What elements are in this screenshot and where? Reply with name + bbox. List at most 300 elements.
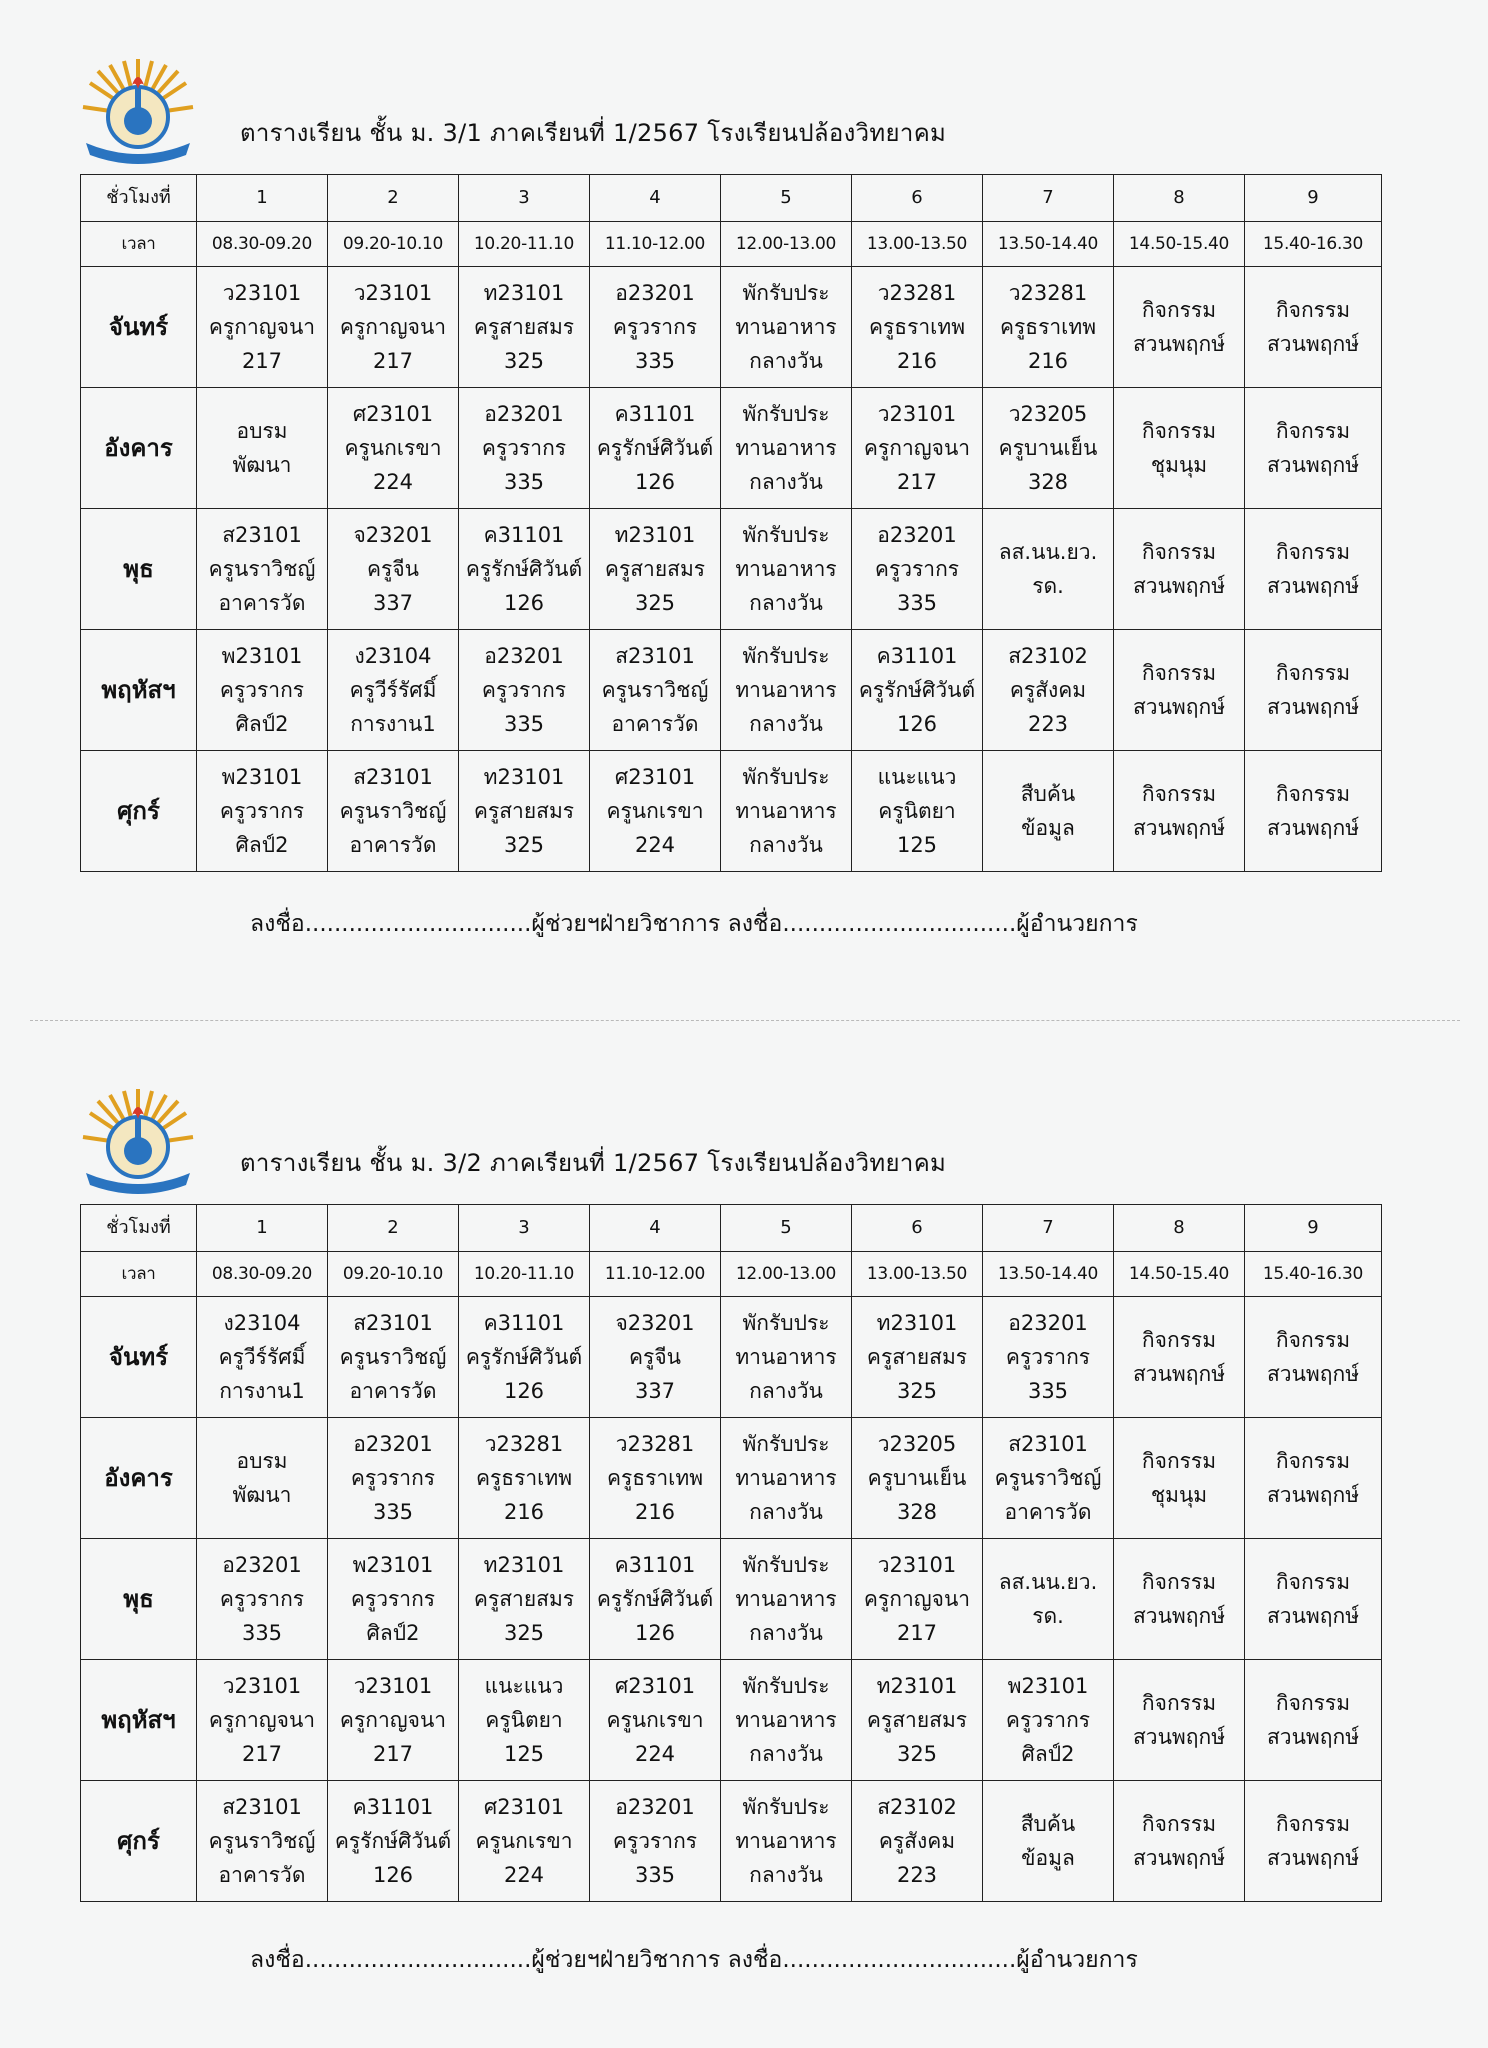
cell-line: 126 <box>896 712 938 736</box>
timetable <box>80 174 1382 872</box>
class-cell <box>328 1660 459 1781</box>
cell-line: 328 <box>896 1500 938 1524</box>
cell-line: ครูวรากร <box>612 1829 698 1853</box>
day-row <box>81 388 1382 509</box>
cell-line: กิจกรรม <box>1275 298 1351 322</box>
cell-line: สืบค้น <box>1020 1812 1076 1836</box>
day-name: จันทร์ <box>81 1297 197 1418</box>
schedule-title: ตารางเรียน ชั้น ม. 3/1 ภาคเรียนที่ 1/2567 โรงเรียนปล้องวิทยาคม <box>240 119 947 147</box>
class-cell <box>1114 630 1245 751</box>
class-cell <box>1245 751 1382 872</box>
cell-line: ว23281 <box>1008 281 1088 305</box>
cell-line: 223 <box>1027 712 1069 736</box>
cell-line: สวนพฤกษ์ <box>1266 332 1360 356</box>
cell-line: 325 <box>634 591 676 615</box>
cell-line: สวนพฤกษ์ <box>1266 816 1360 840</box>
cell-line: ท23101 <box>483 1553 565 1577</box>
class-cell <box>590 1781 721 1902</box>
cell-line: กิจกรรม <box>1141 1449 1217 1473</box>
cell-line: ว23101 <box>353 281 433 305</box>
class-cell <box>1245 1418 1382 1539</box>
period-number: 8 <box>1114 175 1245 222</box>
class-cell <box>721 267 852 388</box>
class-cell <box>1114 1781 1245 1902</box>
class-cell <box>590 509 721 630</box>
time-slot: 12.00-13.00 <box>721 1252 852 1297</box>
day-name: พฤหัสฯ <box>81 1660 197 1781</box>
cell-line: ครูวรากร <box>481 678 567 702</box>
cell-line: อาคารวัด <box>349 1379 437 1403</box>
cell-line: 325 <box>503 833 545 857</box>
cell-line: กลางวัน <box>749 1379 823 1403</box>
class-cell <box>852 388 983 509</box>
period-number: 6 <box>852 1205 983 1252</box>
class-cell <box>328 1781 459 1902</box>
cell-line: 335 <box>503 470 545 494</box>
cell-line: จ23201 <box>615 1311 695 1335</box>
cell-line: 217 <box>241 1742 283 1766</box>
time-slot: 11.10-12.00 <box>590 1252 721 1297</box>
cell-line: ค31101 <box>352 1795 434 1819</box>
cell-line: ครูกาญจนา <box>339 1708 447 1732</box>
cell-line: ทานอาหาร <box>735 799 837 823</box>
class-cell <box>459 751 590 872</box>
cell-line: 126 <box>503 1379 545 1403</box>
class-cell <box>197 1660 328 1781</box>
cell-line: ศิลป์2 <box>366 1621 420 1645</box>
cell-line: ครูกาญจนา <box>208 1708 316 1732</box>
cell-line: ครูนราวิชญ์ <box>339 799 447 823</box>
class-cell <box>459 509 590 630</box>
class-cell <box>197 509 328 630</box>
cell-line: 216 <box>1027 349 1069 373</box>
cell-line: ว23205 <box>1008 402 1088 426</box>
class-cell <box>459 1297 590 1418</box>
cell-line: ศ23101 <box>614 765 696 789</box>
cell-line: ครูสังคม <box>878 1829 956 1853</box>
class-cell <box>983 1539 1114 1660</box>
signature-line: ลงชื่อ...............................ผู้ช่วยฯฝ่ายวิชาการ ลงชื่อ................................ผู้อำนวยการ <box>250 1947 1138 1973</box>
cell-line: ท23101 <box>483 281 565 305</box>
class-cell <box>590 1297 721 1418</box>
class-cell <box>721 751 852 872</box>
cell-line: ครูนกเรขา <box>475 1829 573 1853</box>
class-cell <box>983 388 1114 509</box>
class-cell <box>1114 1660 1245 1781</box>
class-cell <box>459 267 590 388</box>
day-name: จันทร์ <box>81 267 197 388</box>
cell-line: 325 <box>896 1742 938 1766</box>
cell-line: ว23101 <box>222 1674 302 1698</box>
schedule-title: ตารางเรียน ชั้น ม. 3/2 ภาคเรียนที่ 1/2567 โรงเรียนปล้องวิทยาคม <box>240 1149 947 1177</box>
cell-line: 223 <box>896 1863 938 1887</box>
cell-line: 335 <box>372 1500 414 1524</box>
cell-line: กิจกรรม <box>1141 1570 1217 1594</box>
cell-line: อ23201 <box>484 644 564 668</box>
cell-line: ส23101 <box>615 644 695 668</box>
cell-line: ครูจีน <box>629 1345 681 1369</box>
period-number: 9 <box>1245 175 1382 222</box>
cell-line: อาคารวัด <box>611 712 699 736</box>
cell-line: ศิลป์2 <box>235 712 289 736</box>
cell-line: อ23201 <box>484 402 564 426</box>
class-cell <box>721 630 852 751</box>
cell-line: พักรับประ <box>742 281 830 305</box>
school-emblem-icon <box>80 1085 196 1197</box>
cell-line: พักรับประ <box>742 644 830 668</box>
cell-line: 126 <box>503 591 545 615</box>
cell-line: รด. <box>1032 1604 1064 1628</box>
class-cell <box>721 1297 852 1418</box>
cell-line: กิจกรรม <box>1275 1328 1351 1352</box>
class-cell <box>1245 1781 1382 1902</box>
cell-line: 126 <box>372 1863 414 1887</box>
class-cell <box>590 1660 721 1781</box>
cell-line: รด. <box>1032 574 1064 598</box>
cell-line: ครูวรากร <box>350 1466 436 1490</box>
cell-line: ครูวรากร <box>481 436 567 460</box>
time-slot: 12.00-13.00 <box>721 222 852 267</box>
class-cell <box>1114 1297 1245 1418</box>
cell-line: พักรับประ <box>742 1311 830 1335</box>
day-row <box>81 1297 1382 1418</box>
time-label: เวลา <box>81 1252 197 1297</box>
cell-line: ครูวรากร <box>219 799 305 823</box>
time-label: เวลา <box>81 222 197 267</box>
day-name: อังคาร <box>81 388 197 509</box>
cell-line: กลางวัน <box>749 1863 823 1887</box>
time-slot: 14.50-15.40 <box>1114 1252 1245 1297</box>
period-number: 1 <box>197 1205 328 1252</box>
class-cell <box>983 509 1114 630</box>
cell-line: ส23101 <box>353 1311 433 1335</box>
cell-line: ว23101 <box>877 1553 957 1577</box>
cell-line: กิจกรรม <box>1141 298 1217 322</box>
period-number: 5 <box>721 1205 852 1252</box>
cell-line: ครูนราวิชญ์ <box>208 1829 316 1853</box>
cell-line: พ23101 <box>221 765 303 789</box>
cell-line: ครูธราเทพ <box>999 315 1097 339</box>
class-cell <box>1114 388 1245 509</box>
period-number: 6 <box>852 175 983 222</box>
cell-line: พัฒนา <box>232 453 292 477</box>
cut-line <box>30 1020 1460 1021</box>
cell-line: สวนพฤกษ์ <box>1266 1604 1360 1628</box>
cell-line: กิจกรรม <box>1275 1691 1351 1715</box>
cell-line: พ23101 <box>1007 1674 1089 1698</box>
cell-line: 325 <box>503 349 545 373</box>
cell-line: ว23281 <box>877 281 957 305</box>
class-cell <box>983 1660 1114 1781</box>
class-cell <box>197 267 328 388</box>
time-slot: 15.40-16.30 <box>1245 222 1382 267</box>
cell-line: ครูวรากร <box>612 315 698 339</box>
cell-line: กลางวัน <box>749 833 823 857</box>
cell-line: ครูรักษ์ศิวันต์ <box>596 436 714 460</box>
cell-line: กิจกรรม <box>1275 540 1351 564</box>
cell-line: การงาน1 <box>219 1379 305 1403</box>
class-cell <box>590 388 721 509</box>
cell-line: ครูวรากร <box>219 1587 305 1611</box>
cell-line: 217 <box>241 349 283 373</box>
cell-line: สวนพฤกษ์ <box>1132 1846 1226 1870</box>
cell-line: 337 <box>372 591 414 615</box>
cell-line: กิจกรรม <box>1141 782 1217 806</box>
period-number: 9 <box>1245 1205 1382 1252</box>
cell-line: 328 <box>1027 470 1069 494</box>
period-number: 4 <box>590 175 721 222</box>
cell-line: สวนพฤกษ์ <box>1266 1725 1360 1749</box>
cell-line: ค31101 <box>614 1553 696 1577</box>
period-number: 3 <box>459 175 590 222</box>
cell-line: กิจกรรม <box>1275 661 1351 685</box>
cell-line: ครูธราเทพ <box>868 315 966 339</box>
cell-line: ครูนราวิชญ์ <box>208 557 316 581</box>
time-slot: 10.20-11.10 <box>459 222 590 267</box>
cell-line: ศ23101 <box>352 402 434 426</box>
cell-line: กิจกรรม <box>1275 1449 1351 1473</box>
cell-line: พ23101 <box>221 644 303 668</box>
cell-line: ครูวรากร <box>874 557 960 581</box>
day-name: พฤหัสฯ <box>81 630 197 751</box>
cell-line: พักรับประ <box>742 1432 830 1456</box>
class-cell <box>852 1418 983 1539</box>
period-number: 7 <box>983 1205 1114 1252</box>
cell-line: ครูสายสมร <box>473 315 575 339</box>
cell-line: ครูบานเย็น <box>998 436 1098 460</box>
period-number: 4 <box>590 1205 721 1252</box>
cell-line: อ23201 <box>1008 1311 1088 1335</box>
cell-line: กลางวัน <box>749 470 823 494</box>
cell-line: ครูรักษ์ศิวันต์ <box>858 678 976 702</box>
cell-line: 224 <box>634 1742 676 1766</box>
class-cell <box>1245 1297 1382 1418</box>
class-cell <box>459 388 590 509</box>
cell-line: ชุมนุม <box>1150 1483 1208 1507</box>
period-number: 3 <box>459 1205 590 1252</box>
time-slot: 13.50-14.40 <box>983 222 1114 267</box>
cell-line: ว23101 <box>353 1674 433 1698</box>
class-cell <box>328 1297 459 1418</box>
cell-line: อาคารวัด <box>218 591 306 615</box>
class-cell <box>721 1781 852 1902</box>
cell-line: กิจกรรม <box>1141 540 1217 564</box>
class-cell <box>983 267 1114 388</box>
cell-line: อาคารวัด <box>349 833 437 857</box>
cell-line: 216 <box>896 349 938 373</box>
class-cell <box>590 751 721 872</box>
cell-line: ครูกาญจนา <box>208 315 316 339</box>
cell-line: ครูวรากร <box>1005 1345 1091 1369</box>
day-name: อังคาร <box>81 1418 197 1539</box>
cell-line: ครูรักษ์ศิวันต์ <box>334 1829 452 1853</box>
cell-line: 224 <box>503 1863 545 1887</box>
time-slot: 09.20-10.10 <box>328 1252 459 1297</box>
class-cell <box>983 1418 1114 1539</box>
cell-line: ส23101 <box>1008 1432 1088 1456</box>
cell-line: ทานอาหาร <box>735 1466 837 1490</box>
class-cell <box>590 1539 721 1660</box>
class-cell <box>328 1539 459 1660</box>
cell-line: อบรม <box>236 419 288 443</box>
class-cell <box>983 1297 1114 1418</box>
class-cell <box>459 1539 590 1660</box>
cell-line: 217 <box>372 1742 414 1766</box>
cell-line: ทานอาหาร <box>735 1345 837 1369</box>
cell-line: อ23201 <box>353 1432 433 1456</box>
class-cell <box>983 751 1114 872</box>
day-row <box>81 1418 1382 1539</box>
class-cell <box>328 1418 459 1539</box>
timetable <box>80 1204 1382 1902</box>
cell-line: ครูวีร์รัศมิ์ <box>349 678 437 702</box>
signature-line: ลงชื่อ...............................ผู้ช่วยฯฝ่ายวิชาการ ลงชื่อ................................ผู้อำนวยการ <box>250 911 1138 937</box>
period-label: ชั่วโมงที่ <box>81 175 197 222</box>
cell-line: 337 <box>634 1379 676 1403</box>
cell-line: ครูนกเรขา <box>606 799 704 823</box>
class-cell <box>590 267 721 388</box>
cell-line: กิจกรรม <box>1141 1812 1217 1836</box>
cell-line: กลางวัน <box>749 349 823 373</box>
period-row <box>81 1205 1382 1252</box>
class-cell <box>1114 1539 1245 1660</box>
class-cell <box>1245 509 1382 630</box>
cell-line: อบรม <box>236 1449 288 1473</box>
cell-line: จ23201 <box>353 523 433 547</box>
cell-line: ทานอาหาร <box>735 1587 837 1611</box>
cell-line: ครูนกเรขา <box>606 1708 704 1732</box>
day-row <box>81 630 1382 751</box>
cell-line: ครูนราวิชญ์ <box>339 1345 447 1369</box>
day-row <box>81 1660 1382 1781</box>
cell-line: สวนพฤกษ์ <box>1266 1362 1360 1386</box>
class-cell <box>328 267 459 388</box>
cell-line: สวนพฤกษ์ <box>1132 1725 1226 1749</box>
cell-line: กิจกรรม <box>1275 1570 1351 1594</box>
class-cell <box>852 1297 983 1418</box>
cell-line: ทานอาหาร <box>735 1708 837 1732</box>
cell-line: สวนพฤกษ์ <box>1132 574 1226 598</box>
cell-line: สวนพฤกษ์ <box>1132 695 1226 719</box>
cell-line: ครูกาญจนา <box>863 1587 971 1611</box>
cell-line: ชุมนุม <box>1150 453 1208 477</box>
cell-line: ครูกาญจนา <box>863 436 971 460</box>
class-cell <box>1245 267 1382 388</box>
cell-line: ส23101 <box>353 765 433 789</box>
cell-line: กลางวัน <box>749 1742 823 1766</box>
cell-line: ส23101 <box>222 1795 302 1819</box>
class-cell <box>197 630 328 751</box>
cell-line: ศิลป์2 <box>235 833 289 857</box>
class-cell <box>1245 630 1382 751</box>
cell-line: 126 <box>634 1621 676 1645</box>
cell-line: ครูนกเรขา <box>344 436 442 460</box>
cell-line: ว23101 <box>222 281 302 305</box>
cell-line: 335 <box>634 349 676 373</box>
cell-line: ทานอาหาร <box>735 315 837 339</box>
class-cell <box>197 388 328 509</box>
cell-line: อ23201 <box>615 281 695 305</box>
cell-line: 224 <box>372 470 414 494</box>
cell-line: ท23101 <box>614 523 696 547</box>
cell-line: ค31101 <box>614 402 696 426</box>
cell-line: พักรับประ <box>742 1553 830 1577</box>
cell-line: 335 <box>241 1621 283 1645</box>
time-row <box>81 1252 1382 1297</box>
class-cell <box>1114 751 1245 872</box>
cell-line: ครูบานเย็น <box>867 1466 967 1490</box>
class-cell <box>1245 388 1382 509</box>
cell-line: กิจกรรม <box>1141 1328 1217 1352</box>
cell-line: ครูนิตยา <box>485 1708 563 1732</box>
day-name: พุธ <box>81 1539 197 1660</box>
time-slot: 08.30-09.20 <box>197 1252 328 1297</box>
cell-line: ทานอาหาร <box>735 678 837 702</box>
class-cell <box>197 751 328 872</box>
cell-line: ลส.นน.ยว. <box>998 1570 1098 1594</box>
cell-line: ครูวรากร <box>350 1587 436 1611</box>
cell-line: 125 <box>503 1742 545 1766</box>
time-slot: 15.40-16.30 <box>1245 1252 1382 1297</box>
class-cell <box>459 1418 590 1539</box>
cell-line: ครูนราวิชญ์ <box>994 1466 1102 1490</box>
cell-line: 216 <box>503 1500 545 1524</box>
cell-line: ครูนราวิชญ์ <box>601 678 709 702</box>
cell-line: ศ23101 <box>483 1795 565 1819</box>
cell-line: พักรับประ <box>742 523 830 547</box>
class-cell <box>328 388 459 509</box>
period-number: 1 <box>197 175 328 222</box>
class-cell <box>983 630 1114 751</box>
class-cell <box>721 509 852 630</box>
period-number: 8 <box>1114 1205 1245 1252</box>
class-cell <box>197 1418 328 1539</box>
cell-line: ครูรักษ์ศิวันต์ <box>465 1345 583 1369</box>
cell-line: ศิลป์2 <box>1021 1742 1075 1766</box>
time-slot: 09.20-10.10 <box>328 222 459 267</box>
cell-line: สวนพฤกษ์ <box>1266 453 1360 477</box>
cell-line: ครูวีร์รัศมิ์ <box>218 1345 306 1369</box>
cell-line: อ23201 <box>615 1795 695 1819</box>
cell-line: กิจกรรม <box>1275 419 1351 443</box>
cell-line: สวนพฤกษ์ <box>1132 816 1226 840</box>
cell-line: 335 <box>1027 1379 1069 1403</box>
cell-line: ครูสายสมร <box>604 557 706 581</box>
cell-line: กลางวัน <box>749 712 823 736</box>
cell-line: กลางวัน <box>749 1500 823 1524</box>
class-cell <box>459 630 590 751</box>
class-cell <box>721 1539 852 1660</box>
cell-line: อ23201 <box>877 523 957 547</box>
cell-line: 217 <box>896 1621 938 1645</box>
class-cell <box>852 1660 983 1781</box>
cell-line: สวนพฤกษ์ <box>1132 332 1226 356</box>
cell-line: กิจกรรม <box>1141 661 1217 685</box>
class-cell <box>590 630 721 751</box>
cell-line: ค31101 <box>876 644 958 668</box>
class-cell <box>852 751 983 872</box>
class-cell <box>983 1781 1114 1902</box>
class-cell <box>721 1418 852 1539</box>
cell-line: ง23104 <box>354 644 432 668</box>
cell-line: กิจกรรม <box>1275 782 1351 806</box>
cell-line: ค31101 <box>483 523 565 547</box>
time-slot: 08.30-09.20 <box>197 222 328 267</box>
cell-line: ว23281 <box>484 1432 564 1456</box>
period-number: 2 <box>328 1205 459 1252</box>
cell-line: ครูสายสมร <box>473 1587 575 1611</box>
day-row <box>81 509 1382 630</box>
